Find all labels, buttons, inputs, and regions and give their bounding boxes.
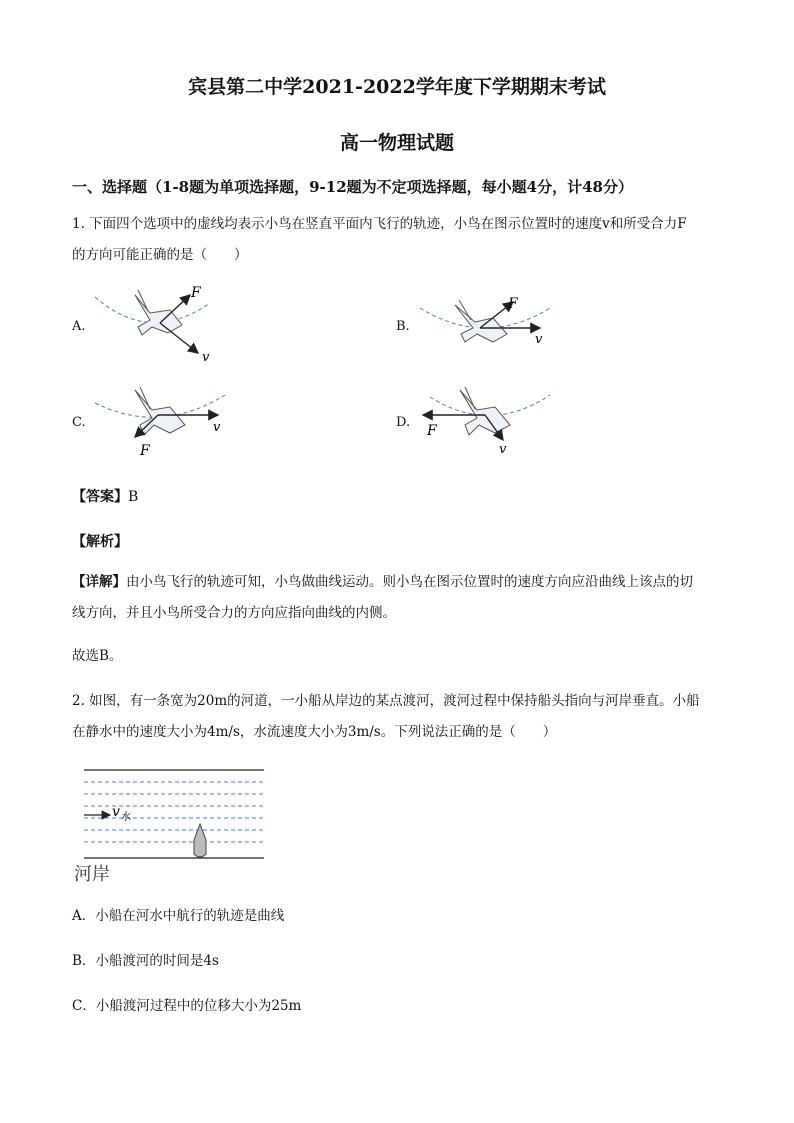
q1-detail-line2: 线方向，并且小鸟所受合力的方向应指向曲线的内侧。 (72, 605, 396, 621)
q1-option-c-figure (90, 385, 240, 460)
q1-stem-line2: 的方向可能正确的是（ ） (72, 247, 248, 263)
bird-icon (455, 300, 507, 342)
q2-option-c: C．小船渡河过程中的位移大小为25m (72, 998, 302, 1014)
answer-value: B (128, 489, 139, 505)
q2-stem-line2: 在静水中的速度大小为4m/s，水流速度大小为3m/s。下列说法正确的是（ ） (72, 724, 557, 740)
current-velocity-label: v (112, 804, 120, 820)
q2-stem-line1: 2. 如图，有一条宽为20m的河道，一小船从岸边的某点渡河，渡河过程中保持船头指向与河岸垂直。小船 (72, 693, 700, 709)
detail-tag: 【详解】 (72, 574, 126, 590)
bird-icon (135, 290, 182, 335)
current-velocity-subscript: 水 (121, 812, 131, 823)
q2-river-figure (72, 762, 272, 887)
bank-label: 河岸 (74, 864, 110, 885)
exam-title: 宾县第二中学2021-2022学年度下学期期末考试 (188, 76, 606, 98)
velocity-label: v (499, 442, 507, 457)
velocity-arrow (160, 323, 198, 353)
q1-option-a-label: A. (72, 319, 86, 334)
q1-option-d-figure (415, 385, 565, 460)
q1-option-a-figure (90, 285, 220, 370)
force-label: F (140, 443, 150, 459)
q1-option-b-label: B. (396, 319, 410, 334)
water-flow-lines (84, 782, 264, 842)
section-heading: 一、选择题（1-8题为单项选择题，9-12题为不定项选择题，每小题4分，计48分） (72, 178, 633, 196)
bird-icon (135, 387, 185, 435)
boat-icon (194, 824, 206, 857)
force-arrow (135, 415, 158, 437)
q2-option-b: B．小船渡河的时间是4s (72, 953, 219, 969)
velocity-label: v (213, 420, 221, 435)
velocity-label: v (535, 332, 543, 347)
q1-option-b-figure (415, 290, 565, 360)
q1-option-d-label: D. (396, 415, 411, 430)
q1-detail-line1: 【详解】由小鸟飞行的轨迹可知，小鸟做曲线运动。则小鸟在图示位置时的速度方向应沿曲线上该点的切 (72, 574, 693, 590)
answer-tag: 【答案】 (72, 489, 128, 505)
force-label: F (508, 296, 518, 312)
q2-option-a: A．小船在河水中航行的轨迹是曲线 (72, 908, 285, 924)
q1-answer (72, 486, 138, 506)
force-label: F (427, 423, 437, 439)
analysis-tag: 【解析】 (72, 534, 128, 550)
q1-stem-line1: 1. 下面四个选项中的虚线均表示小鸟在竖直平面内飞行的轨迹，小鸟在图示位置时的速度v和所受合力F (72, 216, 687, 232)
q1-conclusion: 故选B。 (72, 648, 123, 664)
q1-option-c-label: C. (72, 415, 86, 430)
exam-subtitle: 高一物理试题 (339, 132, 454, 154)
force-label: F (191, 285, 201, 301)
bird-icon (460, 387, 510, 435)
velocity-label: v (202, 350, 210, 365)
